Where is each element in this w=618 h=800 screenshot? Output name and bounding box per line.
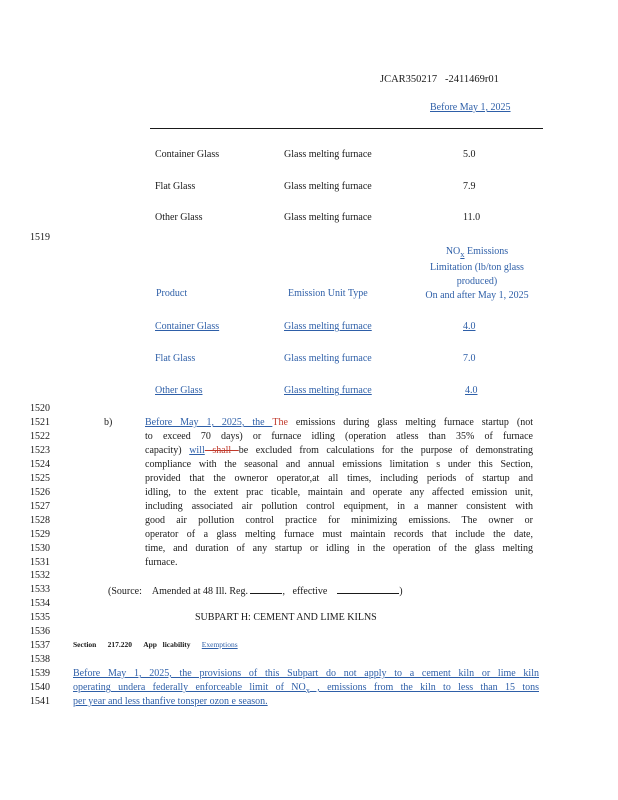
limit-column-header: [412, 245, 542, 303]
subpart-heading: SUBPART H: CEMENT AND LIME KILNS: [195, 612, 377, 623]
paragraph-line: to exceed 70 days) or furnace idling (operation atless than 35% of furnace: [145, 431, 533, 442]
value-cell: 4.0: [465, 385, 478, 396]
paragraph-line: operator of a glass melting furnace must maintain records that include the date,: [145, 529, 533, 540]
line-number: 1539: [30, 668, 50, 679]
header-emissions: Emissions: [464, 246, 509, 257]
unit-cell: Glass melting furnace: [284, 181, 372, 192]
inserted-text: will: [189, 445, 205, 456]
line-number: 1535: [30, 612, 50, 623]
product-cell: Container Glass: [155, 149, 220, 160]
product-cell: Flat Glass: [155, 181, 196, 192]
value-cell: 11.0: [463, 212, 481, 223]
inserted-text: Before May 1, 2025, the: [145, 417, 273, 428]
paragraph-line: capacity) will shall be excluded from calculations for the purpose of demonstrating: [145, 445, 534, 456]
paragraph-label: b): [104, 417, 113, 428]
line-number: 1521: [30, 417, 50, 428]
line-number: 1533: [30, 584, 50, 595]
line-number: 1541: [30, 696, 50, 707]
section-line: operating undera federally enforceable limit of $NO_x$ , emissions from the kiln to less than 15 tons: [73, 682, 539, 695]
paragraph-line: good air pollution control practice for minimizing emissions. The owner or: [145, 515, 533, 526]
nox-subscript: x: [305, 685, 310, 695]
header-unit-type: Emission Unit Type: [288, 288, 368, 299]
column-header-before: Before May 1, 2025: [430, 102, 511, 113]
effective-date-blank: [337, 584, 399, 594]
product-cell: Flat Glass: [155, 353, 196, 364]
value-cell: 7.0: [463, 353, 476, 364]
section-heading: [73, 640, 264, 649]
table-row: [155, 212, 203, 223]
line-number: 1536: [30, 626, 50, 637]
source-label: (Source:: [108, 586, 142, 597]
header-nox-sub: x: [460, 249, 465, 259]
line-number: 1522: [30, 431, 50, 442]
section-number: 217.220: [107, 640, 132, 649]
section-line: Before May 1, 2025, the provisions of this Subpart do not apply to a cement kiln or lime kiln: [73, 668, 539, 679]
paragraph-line: idling, to the extent prac ticable, maintain and operate any affected emission unit,: [145, 487, 533, 498]
paragraph-line: time, and duration of any startup or idling in the operation of the glass melting: [145, 543, 533, 554]
value-cell: 7.9: [463, 181, 476, 192]
unit-cell: Glass melting furnace: [284, 321, 372, 332]
line-number: 1534: [30, 598, 50, 609]
table-row: [155, 181, 195, 192]
section-label: Section: [73, 640, 97, 649]
line-number: 1531: [30, 557, 50, 568]
line-number: 1525: [30, 473, 50, 484]
document-id: JCAR350217: [380, 74, 438, 85]
line-number: 1526: [30, 487, 50, 498]
product-cell: Other Glass: [155, 212, 203, 223]
line-number: 1540: [30, 682, 50, 693]
paragraph-line: furnace.: [145, 557, 178, 568]
line-number: 1523: [30, 445, 50, 456]
header-produced: produced): [456, 276, 498, 287]
section-title-deleted-b: licability: [162, 640, 191, 649]
header-product: Product: [156, 288, 188, 299]
paragraph-line: including associated air pollution control equipment, in a manner consistent with: [145, 501, 533, 512]
value-cell: 4.0: [463, 321, 476, 332]
table-row: [155, 149, 219, 160]
effective-label: effective: [292, 586, 328, 597]
section-title-inserted: Exemptions: [201, 640, 238, 649]
section-line: per year and less thanfive tonsper ozon e season.: [73, 696, 268, 707]
unit-cell: Glass melting furnace: [284, 212, 372, 223]
line-number: 1537: [30, 640, 50, 651]
paragraph-line: provided that the owneror operator,at all times, including periods of startup and: [145, 473, 533, 484]
document-ref: -2411469r01: [445, 74, 499, 85]
line-number: 1530: [30, 543, 50, 554]
line-number: 1532: [30, 570, 50, 581]
value-cell: 5.0: [463, 149, 476, 160]
header-limitation: Limitation (lb/ton glass: [430, 262, 524, 273]
line-number: 1524: [30, 459, 50, 470]
paragraph-line: compliance with the seasonal and annual emissions limitation s under this Section,: [145, 459, 533, 470]
paragraph-line: Before May 1, 2025, the The emissions during glass melting furnace startup (not: [145, 417, 533, 428]
deleted-text: shall: [204, 445, 239, 456]
line-number: 1520: [30, 403, 50, 414]
header-on-after: On and after May 1, 2025: [425, 290, 529, 301]
unit-cell: Glass melting furnace: [284, 149, 372, 160]
line-number: 1519: [30, 232, 50, 243]
line-number: 1527: [30, 501, 50, 512]
line-number: 1528: [30, 515, 50, 526]
section-title-deleted-a: App: [143, 640, 157, 649]
product-cell: Container Glass: [155, 321, 220, 332]
replaced-text: The: [272, 417, 288, 428]
source-text: Amended at 48 Ill. Reg.: [151, 586, 248, 597]
source-note: (Source: Amended at 48 Ill. Reg. , effective ): [108, 586, 403, 597]
line-number: 1529: [30, 529, 50, 540]
unit-cell: Glass melting furnace: [284, 385, 372, 396]
line-number: 1538: [30, 654, 50, 665]
header-nox: NO: [445, 246, 461, 257]
table-rule: [150, 128, 543, 129]
product-cell: Other Glass: [155, 385, 203, 396]
unit-cell: Glass melting furnace: [284, 353, 372, 364]
reg-page-blank: [250, 584, 282, 594]
